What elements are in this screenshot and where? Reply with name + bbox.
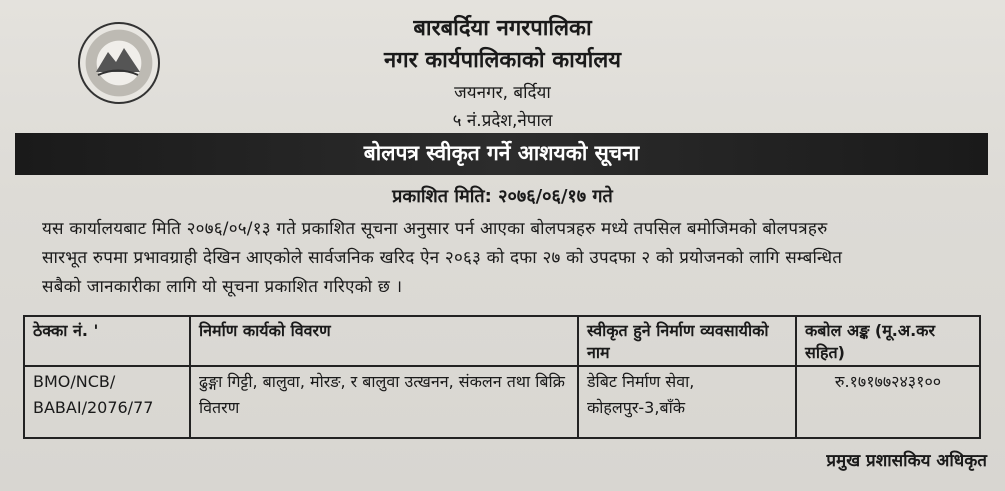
table-header-row bbox=[24, 316, 980, 366]
cell-bid-amount: रु.१७१७७२४३१०० bbox=[796, 366, 980, 438]
header-contractor: स्वीकृत हुने निर्माण व्यवसायीको नाम bbox=[578, 316, 796, 366]
body-line: सबैको जानकारीका लागि यो सूचना प्रकाशित गरिएको छ । bbox=[42, 277, 403, 297]
header-contract-no: ठेक्का नं. ' bbox=[24, 316, 190, 366]
municipality-name: बारबर्दिया नगरपालिका bbox=[413, 16, 592, 41]
published-date: प्रकाशित मिति: २०७६/०६/१७ गते bbox=[392, 186, 613, 207]
office-name: नगर कार्यपालिकाको कार्यालय bbox=[384, 48, 621, 73]
province-label: ५ नं.प्रदेश,नेपाल bbox=[452, 111, 553, 131]
body-line: यस कार्यालयबाट मिति २०७६/०५/१३ गते प्रकाशित सूचना अनुसार पर्न आएका बोलपत्रहरु मध्ये तपसिल बमोजिमको बोलपत्रहरु bbox=[42, 219, 828, 239]
notice-title: बोलपत्र स्वीकृत गर्ने आशयको सूचना bbox=[363, 141, 640, 165]
cell-contractor: डेबिट निर्माण सेवा, कोहलपुर-3,बाँके bbox=[578, 366, 796, 438]
contract-table bbox=[23, 315, 981, 439]
header-bid-amount: कबोल अङ्क (मू.अ.कर सहित) bbox=[796, 316, 980, 366]
cell-contract-no: BMO/NCB/ BABAI/2076/77 bbox=[24, 366, 190, 438]
notice-title-banner bbox=[15, 133, 988, 175]
cell-work-description: ढुङ्गा गिट्टी, बालुवा, मोरङ, र बालुवा उत्खनन, संकलन तथा बिक्रि वितरण bbox=[190, 366, 578, 438]
body-line: सारभूत रुपमा प्रभावग्राही देखिन आएकोले सार्वजनिक खरिद ऐन २०६३ को दफा २७ को उपदफा २ को प्रयोजनको लागि सम्बन्धित bbox=[42, 248, 843, 268]
signatory-title: प्रमुख प्रशासकिय अधिकृत bbox=[826, 451, 987, 471]
header-work-description: निर्माण कार्यको विवरण bbox=[190, 316, 578, 366]
office-location: जयनगर, बर्दिया bbox=[454, 83, 551, 103]
table-row bbox=[24, 366, 980, 438]
